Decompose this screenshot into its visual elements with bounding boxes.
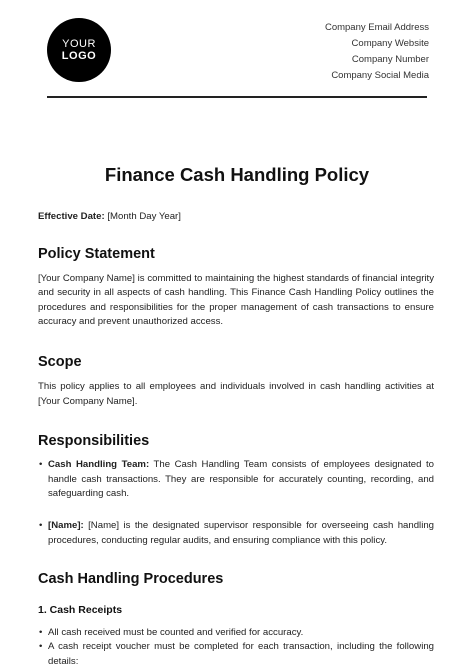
policy-statement-text: [Your Company Name] is committed to maintaining the highest standards of financial integrity and security in all aspects of cash handling. This Finance Cash Handling Policy outlines the procedures and responsibilities for the proper management of cash transactions to ensure accuracy and prevent unauthorized access. (38, 272, 434, 328)
scope-heading: Scope (38, 353, 82, 370)
responsibilities-list (38, 458, 434, 548)
list-item: • All cash received must be counted and verified for accuracy. (48, 626, 434, 641)
responsibilities-heading: Responsibilities (38, 433, 150, 450)
logo-line-1: YOUR (62, 38, 96, 50)
header-divider (47, 96, 427, 98)
list-item-text: The Cash Handling Team consists of employees designated to handle cash transactions. They are responsible for accurately counting, recording, and safeguarding cash. (48, 459, 434, 500)
cash-receipts-subheading: 1. Cash Receipts (38, 604, 123, 617)
list-item: • A cash receipt voucher must be completed for each transaction, including the following details: (48, 640, 434, 669)
document-title: Finance Cash Handling Policy (104, 164, 370, 185)
list-item-label: [Name]: (48, 519, 84, 531)
cash-receipts-list (38, 626, 434, 670)
list-item (48, 519, 434, 548)
list-item (48, 458, 434, 502)
document-body (38, 210, 434, 670)
logo-line-2: LOGO (61, 50, 97, 62)
company-email: Company Email Address (324, 22, 429, 33)
scope-text: This policy applies to all employees and individuals involved in cash handling activities at [Your Company Name]. (38, 380, 434, 407)
list-item-text: [Name] is the designated supervisor responsible for overseeing cash handling procedures, conducting regular audits, and ensuring compliance with this policy. (48, 519, 434, 546)
policy-statement-heading: Policy Statement (38, 245, 155, 262)
company-number: Company Number (351, 54, 429, 65)
effective-date (38, 210, 434, 225)
company-website: Company Website (351, 38, 429, 49)
list-item-label: Cash Handling Team: (48, 459, 150, 471)
effective-date-value: [Month Day Year] (104, 211, 181, 222)
company-logo (47, 18, 111, 82)
company-social-media: Company Social Media (331, 70, 429, 81)
procedures-heading: Cash Handling Procedures (38, 571, 224, 588)
company-contact-block (325, 20, 429, 84)
effective-date-label: Effective Date: (38, 211, 105, 222)
